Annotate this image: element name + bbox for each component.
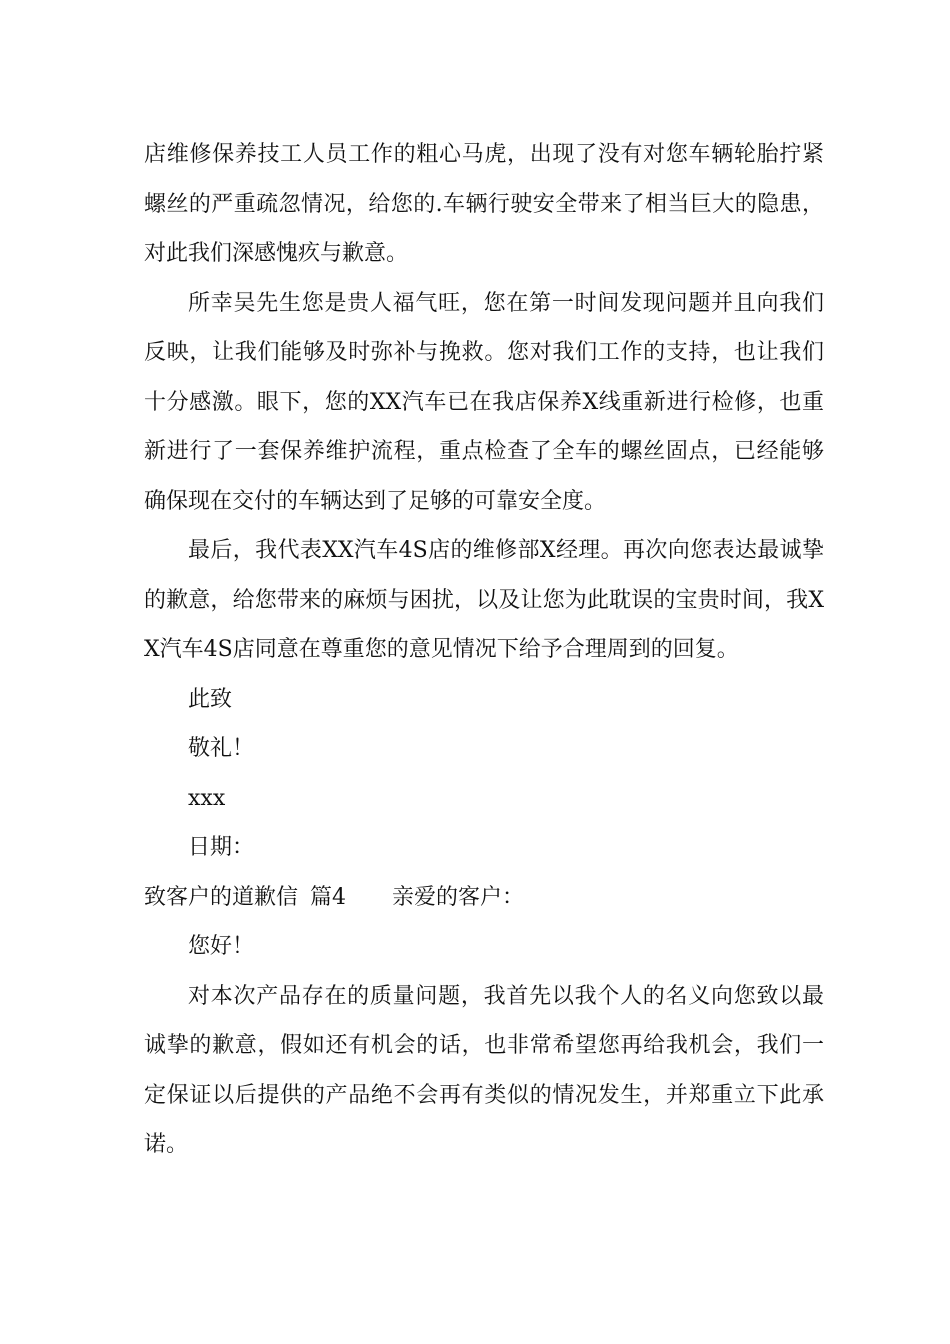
closing-line-1: 此致 [188, 686, 233, 712]
document-body [144, 130, 824, 1170]
date-label: 日期： [188, 835, 255, 860]
greeting: 您好！ [188, 934, 255, 959]
salutation: 亲爱的客户： [392, 884, 525, 910]
section-heading [144, 873, 824, 923]
paragraph-apology: 对本次产品存在的质量问题，我首先以我个人的名义向您致以最诚挚的歉意，假如还有机会的话，也非常希望您再给我机会，我们一定保证以后提供的产品绝不会再有类似的情况发生，并郑重立下此承诺。 [144, 983, 824, 1157]
section-title: 致客户的道歉信 [144, 884, 299, 910]
closing-line-2: 敬礼！ [188, 736, 255, 761]
signature: xxx [188, 785, 226, 811]
paragraph-fortunate: 所幸吴先生您是贵人福气旺，您在第一时间发现问题并且向我们反映，让我们能够及时弥补与挽救。您对我们工作的支持，也让我们十分感激。眼下，您的XX汽车已在我店保养X线重新进行检修，也重新进行了一套保养维护流程，重点检查了全车的螺丝固点，已经能够确保现在交付的车辆达到了足够的可靠安全度。 [144, 290, 824, 514]
section-number: 篇4 [310, 884, 347, 910]
paragraph-finally: 最后，我代表XX汽车4S店的维修部X经理。再次向您表达最诚挚的歉意，给您带来的麻烦与困扰，以及让您为此耽误的宝贵时间，我XX汽车4S店同意在尊重您的意见情况下给予合理周到的回复。 [144, 538, 824, 662]
continuation-paragraph: 店维修保养技工人员工作的粗心马虎，出现了没有对您车辆轮胎拧紧螺丝的严重疏忽情况，给您的.车辆行驶安全带来了相当巨大的隐患，对此我们深感愧疚与歉意。 [144, 142, 824, 266]
